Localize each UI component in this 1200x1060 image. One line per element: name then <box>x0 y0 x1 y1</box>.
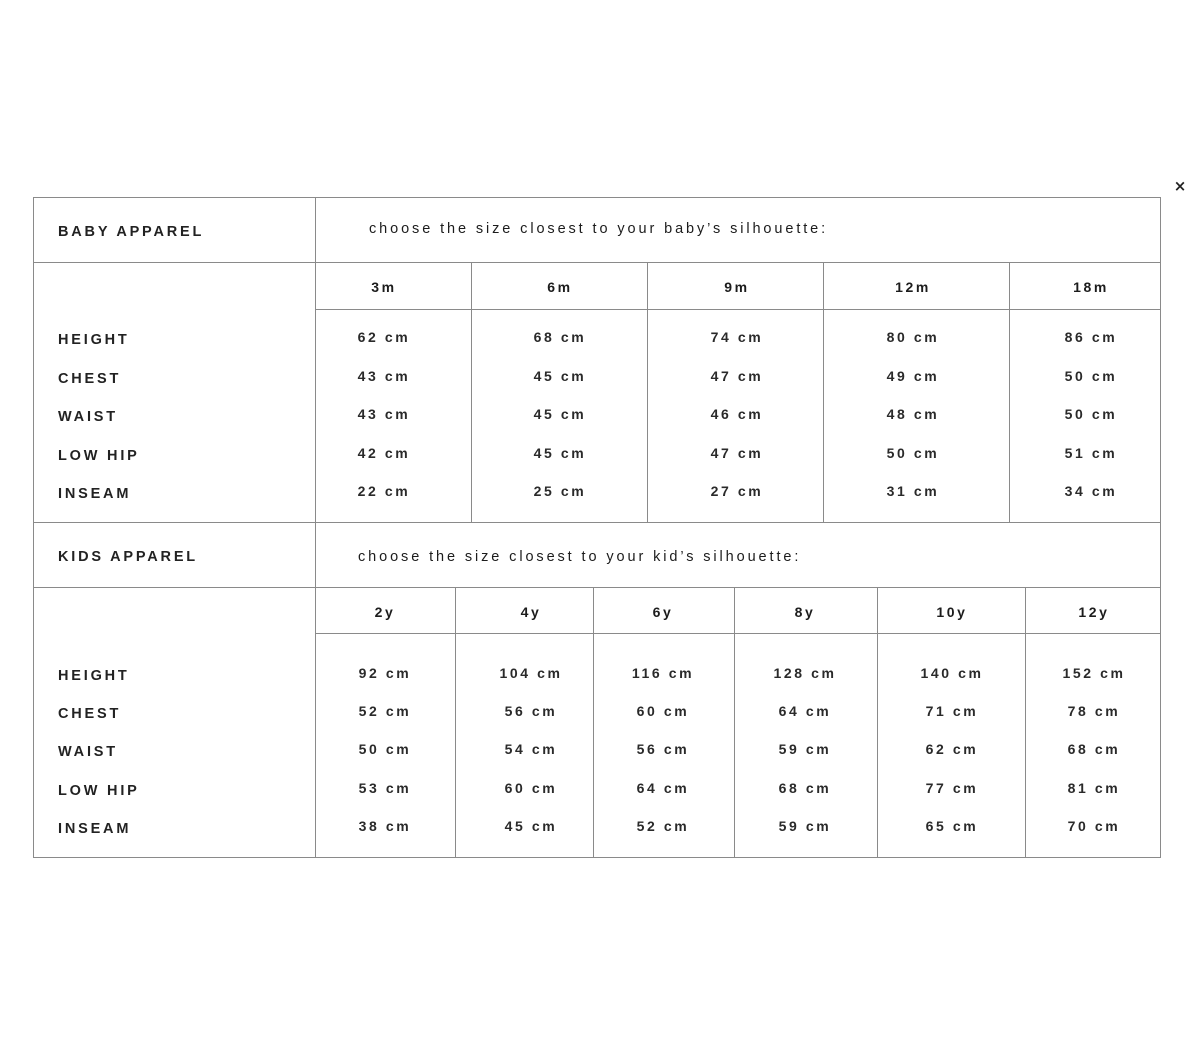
baby-measure-value: 50 cm <box>1064 368 1118 384</box>
baby-measure-value: 74 cm <box>710 329 764 345</box>
kids-measure-value: 60 cm <box>636 703 690 719</box>
divider <box>593 587 594 857</box>
baby-measure-value: 50 cm <box>886 445 940 461</box>
baby-measure-value: 51 cm <box>1064 445 1118 461</box>
kids-measure-value: 68 cm <box>778 780 832 796</box>
divider <box>823 262 824 522</box>
baby-measure-value: 49 cm <box>886 368 940 384</box>
kids-measure-label: CHEST <box>58 706 122 722</box>
kids-measure-value: 140 cm <box>920 665 984 681</box>
divider <box>471 262 472 522</box>
kids-measure-value: 77 cm <box>925 780 979 796</box>
kids-measure-value: 65 cm <box>925 818 979 834</box>
kids-measure-value: 68 cm <box>1067 741 1121 757</box>
baby-measure-value: 47 cm <box>710 445 764 461</box>
kids-instruction: choose the size closest to your kid’s silhouette: <box>358 549 802 565</box>
kids-section-title: KIDS APPAREL <box>58 549 198 565</box>
baby-measure-value: 27 cm <box>710 483 764 499</box>
close-icon[interactable]: × <box>1173 177 1187 195</box>
kids-measure-value: 54 cm <box>504 741 558 757</box>
divider <box>34 522 1160 523</box>
kids-measure-value: 52 cm <box>358 703 412 719</box>
baby-measure-value: 45 cm <box>533 406 587 422</box>
kids-measure-value: 59 cm <box>778 818 832 834</box>
baby-measure-value: 50 cm <box>1064 406 1118 422</box>
kids-size-header: 12y <box>1078 604 1110 620</box>
divider <box>1009 262 1010 522</box>
baby-measure-label: INSEAM <box>58 486 132 502</box>
kids-measure-label: LOW HIP <box>58 783 140 799</box>
kids-measure-value: 81 cm <box>1067 780 1121 796</box>
baby-measure-value: 45 cm <box>533 368 587 384</box>
divider <box>734 587 735 857</box>
baby-measure-value: 80 cm <box>886 329 940 345</box>
baby-measure-value: 62 cm <box>357 329 411 345</box>
baby-measure-label: HEIGHT <box>58 332 130 348</box>
baby-measure-label: WAIST <box>58 409 118 425</box>
divider <box>34 262 1160 263</box>
divider <box>316 309 1160 310</box>
kids-measure-value: 52 cm <box>636 818 690 834</box>
kids-measure-value: 116 cm <box>631 665 695 681</box>
kids-measure-value: 62 cm <box>925 741 979 757</box>
baby-measure-value: 46 cm <box>710 406 764 422</box>
kids-size-header: 8y <box>794 604 816 620</box>
baby-size-header: 18m <box>1073 279 1109 295</box>
kids-measure-value: 128 cm <box>773 665 837 681</box>
baby-measure-value: 43 cm <box>357 368 411 384</box>
size-chart-table <box>33 197 1161 858</box>
kids-measure-value: 59 cm <box>778 741 832 757</box>
baby-measure-value: 47 cm <box>710 368 764 384</box>
divider <box>1025 587 1026 857</box>
baby-measure-value: 31 cm <box>886 483 940 499</box>
baby-size-header: 6m <box>547 279 573 295</box>
kids-measure-value: 64 cm <box>636 780 690 796</box>
divider <box>455 587 456 857</box>
kids-measure-value: 92 cm <box>358 665 412 681</box>
divider <box>647 262 648 522</box>
baby-section-title: BABY APPAREL <box>58 224 205 240</box>
baby-size-header: 9m <box>724 279 750 295</box>
kids-measure-value: 104 cm <box>499 665 563 681</box>
baby-measure-value: 68 cm <box>533 329 587 345</box>
kids-measure-value: 53 cm <box>358 780 412 796</box>
divider <box>34 587 1160 588</box>
kids-measure-label: INSEAM <box>58 821 132 837</box>
baby-measure-value: 86 cm <box>1064 329 1118 345</box>
divider <box>316 633 1160 634</box>
baby-measure-value: 34 cm <box>1064 483 1118 499</box>
kids-measure-value: 56 cm <box>504 703 558 719</box>
kids-size-header: 6y <box>652 604 674 620</box>
baby-measure-value: 25 cm <box>533 483 587 499</box>
kids-measure-value: 50 cm <box>358 741 412 757</box>
kids-measure-label: WAIST <box>58 744 118 760</box>
kids-measure-value: 60 cm <box>504 780 558 796</box>
baby-measure-label: CHEST <box>58 371 122 387</box>
kids-measure-value: 70 cm <box>1067 818 1121 834</box>
baby-measure-value: 42 cm <box>357 445 411 461</box>
kids-measure-value: 78 cm <box>1067 703 1121 719</box>
divider <box>315 198 316 857</box>
kids-measure-value: 38 cm <box>358 818 412 834</box>
baby-measure-value: 43 cm <box>357 406 411 422</box>
kids-size-header: 2y <box>374 604 396 620</box>
baby-measure-label: LOW HIP <box>58 448 140 464</box>
kids-measure-label: HEIGHT <box>58 668 130 684</box>
baby-measure-value: 48 cm <box>886 406 940 422</box>
kids-size-header: 10y <box>936 604 968 620</box>
baby-size-header: 12m <box>895 279 931 295</box>
divider <box>877 587 878 857</box>
baby-measure-value: 45 cm <box>533 445 587 461</box>
kids-size-header: 4y <box>520 604 542 620</box>
baby-measure-value: 22 cm <box>357 483 411 499</box>
kids-measure-value: 45 cm <box>504 818 558 834</box>
kids-measure-value: 56 cm <box>636 741 690 757</box>
baby-size-header: 3m <box>371 279 397 295</box>
baby-instruction: choose the size closest to your baby’s silhouette: <box>369 221 829 237</box>
kids-measure-value: 64 cm <box>778 703 832 719</box>
kids-measure-value: 71 cm <box>925 703 979 719</box>
kids-measure-value: 152 cm <box>1062 665 1126 681</box>
